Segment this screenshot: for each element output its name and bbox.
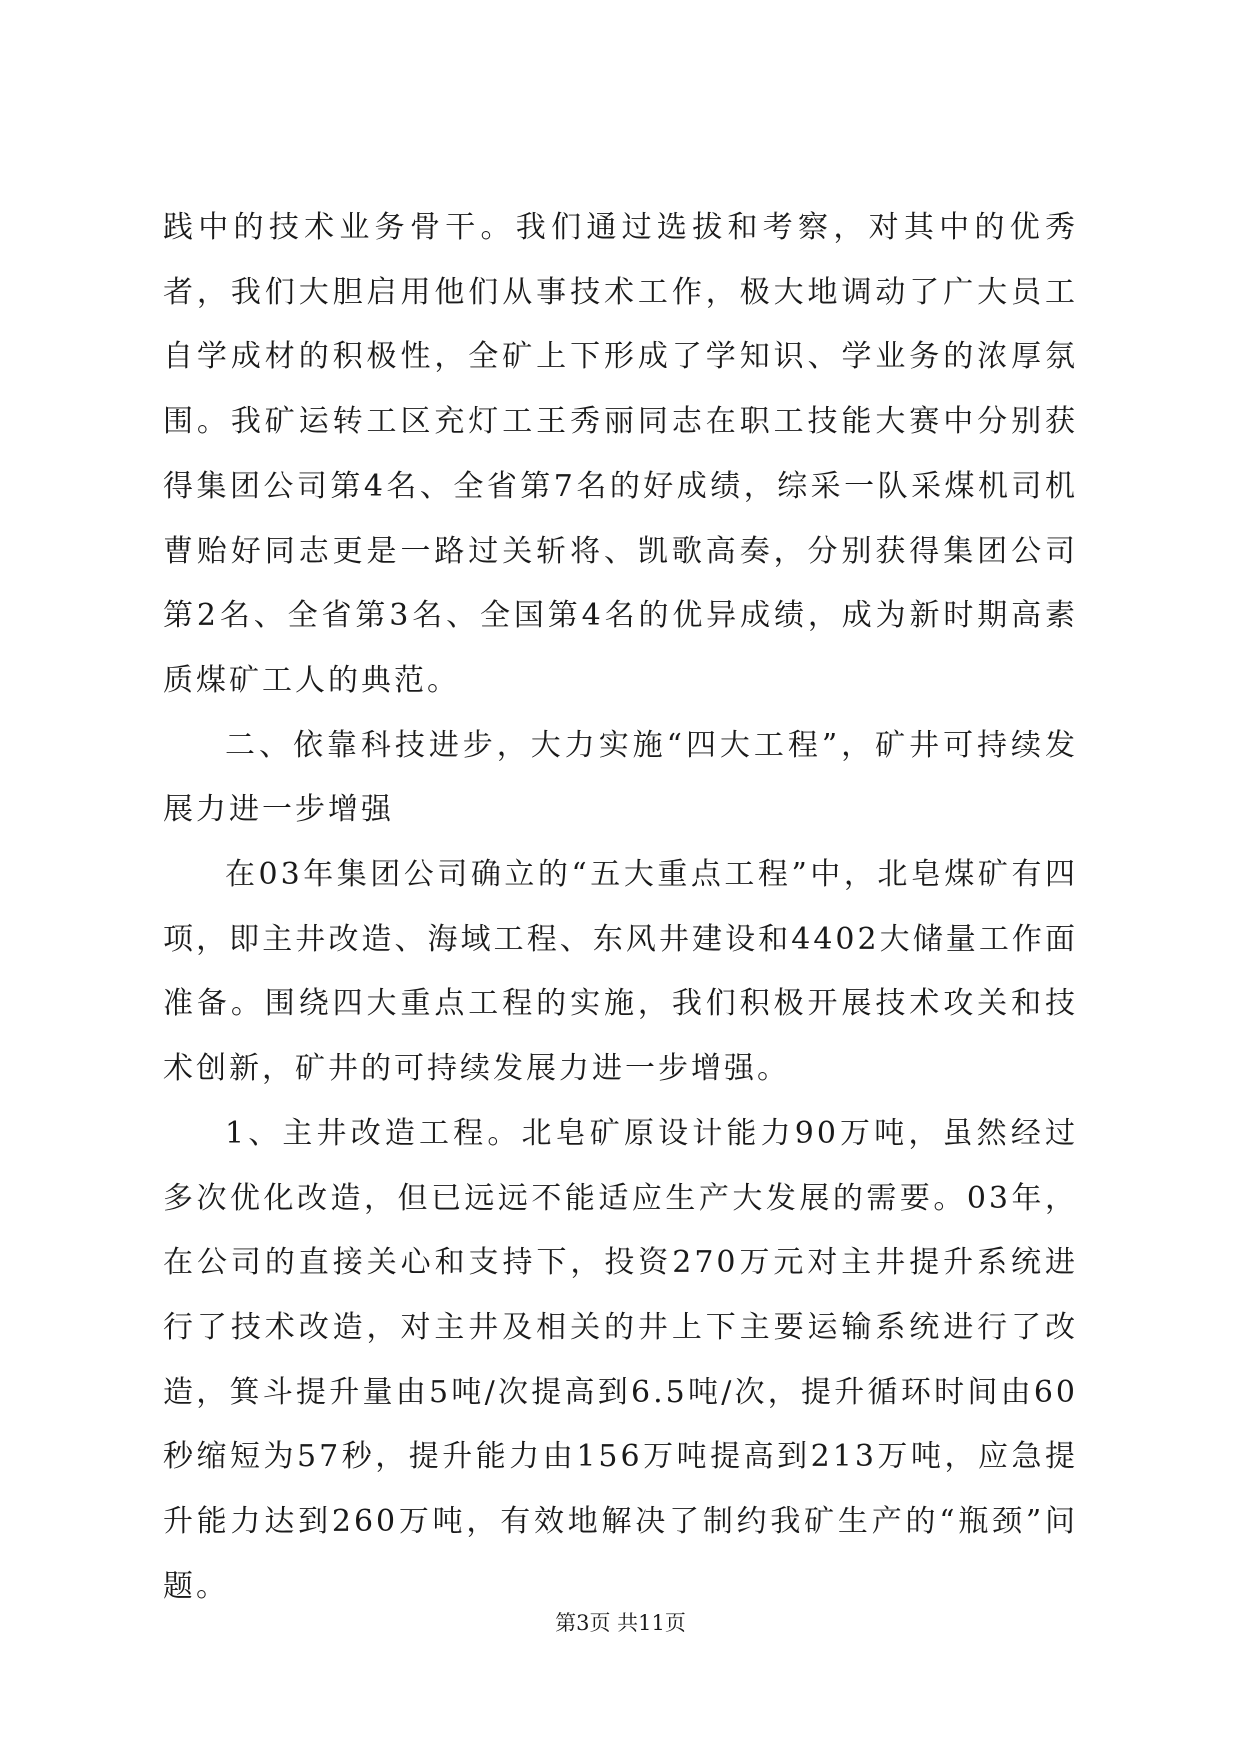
- section-heading-two: 二、依靠科技进步，大力实施“四大工程”，矿井可持续发展力进一步增强: [163, 727, 1078, 828]
- document-body: [163, 196, 1078, 1619]
- page-footer: 第3页 共11页: [555, 1611, 686, 1635]
- paragraph-main-shaft: 1、主井改造工程。北皂矿原设计能力90万吨，虽然经过多次优化改造，但已远远不能适应生产大发展的需要。03年，在公司的直接关心和支持下，投资270万元对主井提升系统进行了技术改造，对主井及相关的井上下主要运输系统进行了改造，箕斗提升量由5吨/次提高到6.5吨/次，提升循环时间由60秒缩短为57秒，提升能力由156万吨提高到213万吨，应急提升能力达到260万吨，有效地解决了制约我矿生产的“瓶颈”问题。: [163, 1115, 1078, 1604]
- paragraph-continuation: 践中的技术业务骨干。我们通过选拔和考察，对其中的优秀者，我们大胆启用他们从事技术工作，极大地调动了广大员工自学成材的积极性，全矿上下形成了学知识、学业务的浓厚氛围。我矿运转工区充灯工王秀丽同志在职工技能大赛中分别获得集团公司第4名、全省第7名的好成绩，综采一队采煤机司机曹贻好同志更是一路过关斩将、凯歌高奏，分别获得集团公司第2名、全省第3名、全国第4名的优异成绩，成为新时期高素质煤矿工人的典范。: [163, 210, 1078, 698]
- paragraph-four-projects: 在03年集团公司确立的“五大重点工程”中，北皂煤矿有四项，即主井改造、海域工程、东风井建设和4402大储量工作面准备。围绕四大重点工程的实施，我们积极开展技术攻关和技术创新，矿井的可持续发展力进一步增强。: [163, 857, 1078, 1087]
